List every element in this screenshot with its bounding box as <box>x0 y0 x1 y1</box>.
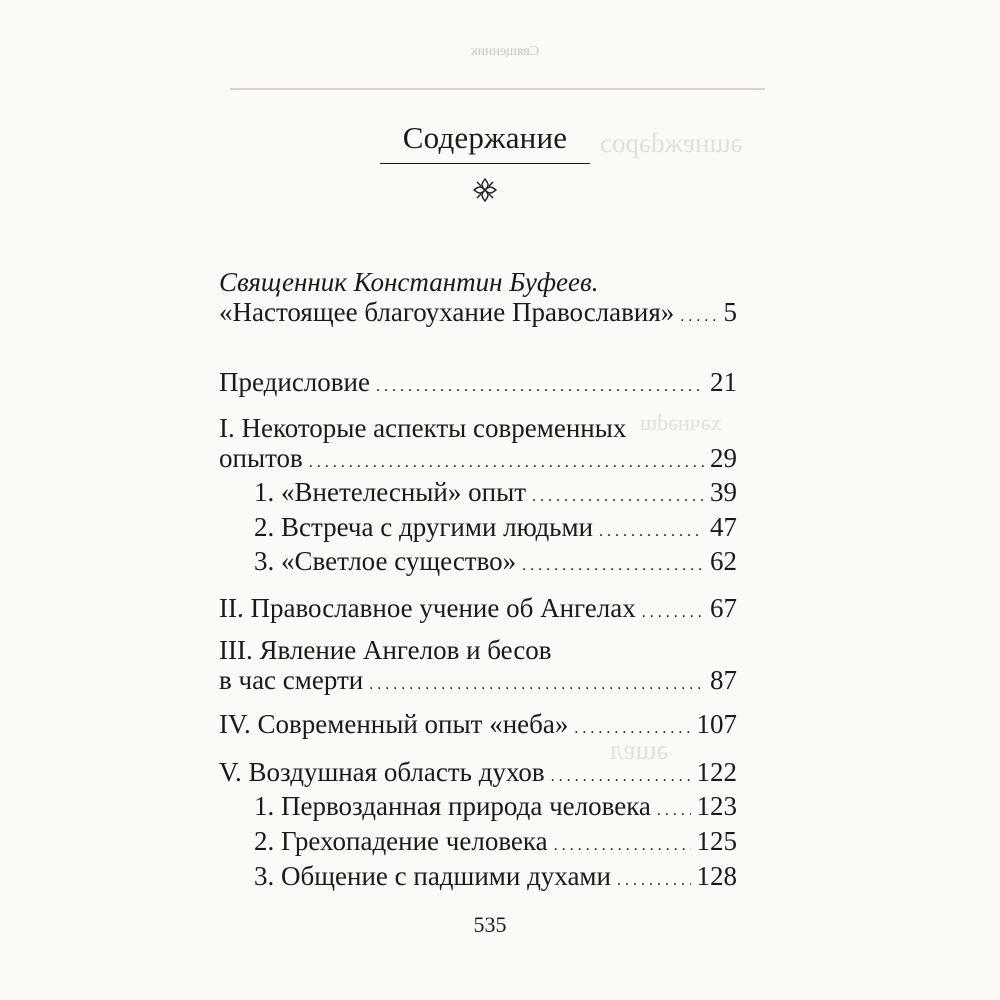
toc-entry-title: 3. Общение с падшими духами <box>254 861 611 891</box>
toc-entry-title: 3. «Светлое существо» <box>254 546 517 576</box>
bleed-through-text: хǝчнǝdɯ <box>640 410 722 435</box>
toc-entry-page: 39 <box>710 477 737 507</box>
toc-entry-title: Предисловие <box>219 367 370 397</box>
toc-entry-title: 2. Грехопадение человека <box>254 826 548 856</box>
bleed-through-running-head: Священник <box>470 44 540 59</box>
toc-entry[interactable] <box>219 707 737 746</box>
toc-leader-dots <box>376 368 704 404</box>
toc-leader-dots <box>532 478 704 514</box>
toc-entry-page: 125 <box>696 826 737 856</box>
toc-entry-page: 67 <box>710 593 737 623</box>
toc-leader-dots <box>554 827 691 863</box>
toc-entry-page: 87 <box>710 665 737 695</box>
toc-entry-page: 107 <box>696 709 737 739</box>
toc-entry[interactable] <box>254 859 737 898</box>
toc-entry-page: 5 <box>723 297 737 327</box>
toc-entry[interactable] <box>254 475 737 514</box>
page-number: 535 <box>473 912 507 937</box>
toc-entry[interactable] <box>219 591 737 630</box>
toc-entry-title-line1: I. Некоторые аспекты современных <box>219 413 627 443</box>
toc-leader-dots <box>574 710 690 746</box>
toc-entry[interactable] <box>219 365 737 404</box>
toc-entry-title-line1: III. Явление Ангелов и бесов <box>219 635 552 665</box>
toc-entry-title: IV. Современный опыт «неба» <box>219 709 569 739</box>
toc-entry-page: 62 <box>710 546 737 576</box>
toc-entry-title: 1. «Внетелесный» опыт <box>254 477 527 507</box>
toc-entry-title: II. Православное учение об Ангелах <box>219 593 636 623</box>
toc-entry-page: 21 <box>710 367 737 397</box>
toc-entry-title: V. Воздушная область духов <box>219 757 545 787</box>
toc-entry[interactable] <box>219 663 737 702</box>
toc-entry-title: 1. Первозданная природа человека <box>254 791 651 821</box>
toc-entry-title: «Настоящее благоухание Православия» <box>219 297 675 327</box>
toc-entry-title: 2. Встреча с другими людьми <box>254 512 594 542</box>
toc-entry[interactable] <box>254 544 737 583</box>
toc-entry-page: 123 <box>696 791 737 821</box>
toc-entry[interactable] <box>254 824 737 863</box>
page-title: Содержание <box>402 120 568 155</box>
toc-leader-dots <box>522 547 704 583</box>
toc-entry-page: 47 <box>710 512 737 542</box>
toc-entry-page: 128 <box>696 861 737 891</box>
toc-leader-dots <box>657 792 691 828</box>
toc-leader-dots <box>617 862 691 898</box>
toc-leader-dots <box>642 594 704 630</box>
toc-leader-dots <box>680 298 717 334</box>
toc-entry[interactable] <box>219 295 737 334</box>
toc-entry-page: 122 <box>696 757 737 787</box>
toc-entry-title: в час смерти <box>219 665 364 695</box>
toc-author: Священник Константин Буфеев. <box>219 267 599 297</box>
bleed-through-text: ǝɯɐл <box>610 735 669 765</box>
bleed-through-text: ǝɯнɐжdǝpоɔ <box>600 128 743 158</box>
toc-leader-dots <box>369 666 704 702</box>
toc-entry-page: 29 <box>710 443 737 473</box>
toc-entry-title: опытов <box>219 443 303 473</box>
toc-entry[interactable] <box>254 789 737 828</box>
